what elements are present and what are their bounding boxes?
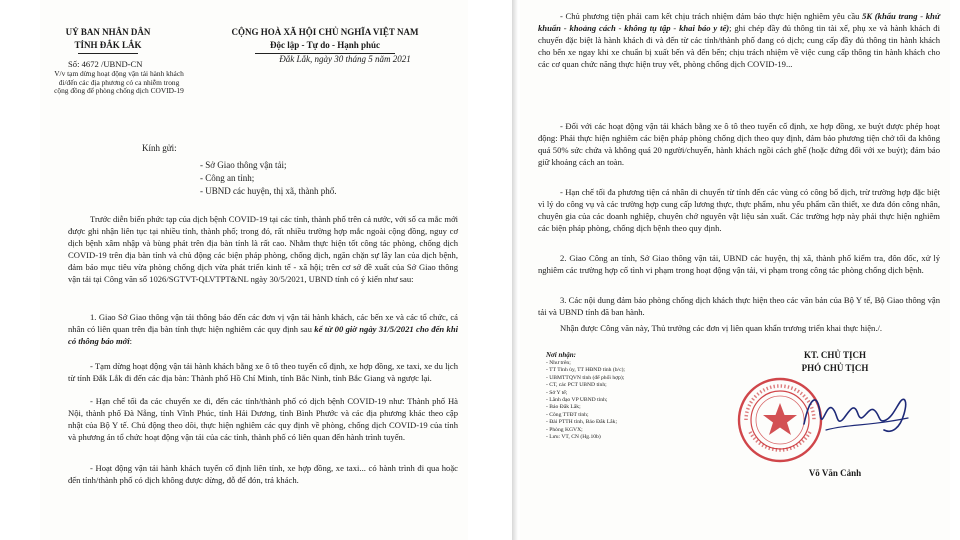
- header-organization: [48, 26, 168, 54]
- document-page-right: [520, 0, 950, 540]
- item-1-text: 1. Giao Sở Giao thông vận tải thông báo đến các đơn vị vận tải hành khách, các bến xe và các tổ chức, cá nhân có liên quan trên địa bàn tỉnh thực hiện nghiêm các quy định sau: [68, 312, 458, 334]
- document-subject: V/v tạm dừng hoạt động vận tải hành khách đi/đến các địa phương có ca nhiễm trong cộng đồng để phòng chống dịch COVID-19: [54, 69, 184, 96]
- noi-nhan-item: - Như trên;: [546, 360, 571, 366]
- p1-5k-requirement: 5K (khẩu trang - khử khuẩn - khoảng cách - không tụ tập - khai báo y tế): [538, 11, 940, 33]
- page-gap: [478, 0, 512, 540]
- signer-name: Võ Văn Cảnh: [808, 468, 862, 478]
- org-name-line2: TỈNH ĐẮK LẮK: [74, 39, 142, 50]
- page-edge-shadow: [512, 0, 518, 540]
- sign-title-line1: KT. CHỦ TỊCH: [804, 350, 866, 360]
- intro-paragraph: Trước diễn biến phức tạp của dịch bệnh COVID-19 tại các tỉnh, thành phố trên cả nước, với số ca mắc mới được ghi nhận liên tục tại nhiều tỉnh, thành phố; trong đó, rất nhiều trường hợp mắc ngoài cộng đồng, nguy cơ dịch bệnh xâm nhập và bùng phát trên địa bàn tỉnh là rất cao. Nhằm thực hiện tốt công tác phòng, chống dịch COVID-19 trên địa bàn tỉnh và chủ động các biện pháp phòng, chống dịch, ngăn chặn sự lây lan của dịch bệnh, đảm bảo mục tiêu vừa phòng chống dịch vừa phát triển kinh tế - xã hội; trên cơ sở đề xuất của Sở Giao thông vận tải tại Công văn số 1026/SGTVT-QLVTPT&NL ngày 30/5/2021, UBND tỉnh có ý kiến như sau:: [68, 214, 458, 284]
- nation-line2: Độc lập - Tự do - Hạnh phúc: [269, 39, 380, 50]
- bullet-2: - Hạn chế tối đa các chuyến xe đi, đến các tỉnh/thành phố có dịch bệnh COVID-19 như: Thành phố Hà Nội, thành phố Đà Nẵng, tỉnh Vĩnh Phúc, tỉnh Hải Dương, tỉnh Bình Phước và các địa phương khác theo cập nhật của Bộ Y tế. Chủ động theo dõi, thực hiện nghiêm các quy định về phòng, chống dịch COVID-19 của tỉnh và phương án tổ chức hoạt động vận tải của các tỉnh, thành phố có liên quan đến hành trình tuyến.: [68, 396, 458, 442]
- noi-nhan-item: - UBMTTQVN tỉnh (để phối hợp);: [546, 374, 625, 381]
- recipient-item: - Sở Giao thông vận tải;: [200, 160, 287, 170]
- sign-title-line2: PHÓ CHỦ TỊCH: [801, 362, 869, 373]
- p1-text-a: - Chủ phương tiện phải cam kết chịu trách nhiệm đảm bảo thực hiện nghiêm yêu cầu: [560, 11, 863, 21]
- document-date: Đắk Lắk, ngày 30 tháng 5 năm 2021: [279, 54, 411, 64]
- kinh-gui-label: Kính gửi:: [142, 143, 177, 153]
- recipients-list: [200, 159, 460, 197]
- header-nation: [190, 26, 460, 54]
- right-paragraph-5: 3. Các nội dung đảm bảo phòng chống dịch khách thực hiện theo các văn bản của Bộ Y tế, Bộ Giao thông vận tải và UBND tỉnh đã ban hành.: [538, 295, 940, 317]
- bullet-3: - Hoạt động vận tải hành khách tuyến cố định liên tỉnh, xe hợp đồng, xe taxi... có hành trình đi qua hoặc đến tỉnh/thành phố có dịch không được dừng, đỗ để đón, trả khách.: [68, 463, 458, 485]
- item-1-paragraph: [68, 311, 458, 347]
- signature-title: [750, 349, 920, 375]
- noi-nhan-item: - Báo Đắk Lắk;: [546, 404, 581, 411]
- noi-nhan-title: Nơi nhận:: [546, 351, 577, 359]
- right-paragraph-3: - Hạn chế tối đa phương tiện cá nhân di chuyển từ tỉnh đến các vùng có công bố dịch, trừ trường hợp đặc biệt vì lý do công vụ và các trường hợp cung cấp lương thực, thực phẩm, nhu yếu phẩm cần thiết, xe đưa đón công nhân, chuyên gia của các doanh nghiệp, chuyên chở nguyên vật liệu sản xuất. Các trường hợp này phải thực hiện nghiêm các biện pháp phòng, chống dịch bệnh theo quy định.: [538, 187, 940, 233]
- bullet-1: - Tạm dừng hoạt động vận tải hành khách bằng xe ô tô theo tuyến cố định, xe hợp đồng, xe taxi, xe du lịch từ tỉnh Đắk Lắk đi đến các địa bàn: Thành phố Hồ Chí Minh, tỉnh Bắc Ninh, tỉnh Bắc Giang và ngược lại.: [68, 361, 458, 383]
- handwritten-signature: [796, 384, 916, 442]
- document-number: Số: 4672 /UBND-CN: [68, 59, 143, 69]
- noi-nhan-item: - Công TTĐT tỉnh;: [546, 411, 589, 418]
- recipient-item: - UBND các huyện, thị xã, thành phố.: [200, 185, 337, 196]
- right-paragraph-4: 2. Giao Công an tỉnh, Sở Giao thông vận tải, UBND các huyện, thị xã, thành phố kiểm tra, đôn đốc, xử lý nghiêm các trường hợp cố tình vi phạm trong hoạt động vận tải, vi phạm trong công tác phòng chống dịch bệnh.: [538, 253, 940, 275]
- noi-nhan-item: - Đài PTTH tỉnh, Báo Đắk Lắk;: [546, 419, 617, 426]
- right-paragraph-6: Nhận được Công văn này, Thủ trưởng các đơn vị liên quan khẩn trương triển khai thực hiện./.: [560, 323, 883, 333]
- p1-text-c: ; ghi chép đầy đủ thông tin tài xế, phụ xe và hành khách đi chuyến đặc biệt là hành khách đi và đến từ các tỉnh/thành phố đang có dịch; cung cấp đầy đủ thông tin hành khách cho bến xe ngay khi xe chuẩn bị xuất bến và đến bến; chịu trách nhiệm về việc cung cấp thông tin hành khách cho các cơ quan chức năng thực hiện truy vết, phòng chống dịch COVID-19...: [538, 23, 940, 69]
- org-name-line1: UỶ BAN NHÂN DÂN: [65, 27, 151, 37]
- item-1-effective-time: kể từ 00 giờ ngày 31/5/2021 cho đến khi có thông báo mới: [68, 324, 458, 346]
- noi-nhan-item: - Phòng KGVX;: [546, 426, 583, 433]
- noi-nhan-item: - TT Tỉnh ủy, TT HĐND tỉnh (b/c);: [546, 367, 625, 374]
- nation-line1: CỘNG HOÀ XÃ HỘI CHỦ NGHĨA VIỆT NAM: [231, 27, 419, 37]
- right-paragraph-2: - Đối với các hoạt động vận tải khách bằng xe ô tô theo tuyến cố định, xe hợp đồng, xe buýt được phép hoạt động: Phải thực hiện nghiêm các biện pháp phòng chống dịch theo quy định, đảm bảo phương tiện chở tối đa không quá 50% sức chứa và không quá 20 người/chuyến, hành khách ngồi cách ghế (hoặc đứng đối với xe buýt); đảm bảo giữ khoảng cách an toàn.: [538, 121, 940, 167]
- noi-nhan-block: [546, 350, 716, 441]
- noi-nhan-item: - Sở Y tế;: [546, 389, 568, 396]
- noi-nhan-item: - CT, các PCT UBND tỉnh;: [546, 382, 607, 389]
- document-page-left: [40, 0, 468, 540]
- noi-nhan-item: - Lãnh đạo VP UBND tỉnh;: [546, 397, 608, 404]
- org-underline: [78, 53, 138, 54]
- item-1-colon: :: [129, 336, 133, 346]
- noi-nhan-item: - Lưu: VT, CN (Hg.10b): [546, 434, 601, 441]
- right-paragraph-1: [538, 10, 940, 70]
- recipient-item: - Công an tỉnh;: [200, 172, 255, 183]
